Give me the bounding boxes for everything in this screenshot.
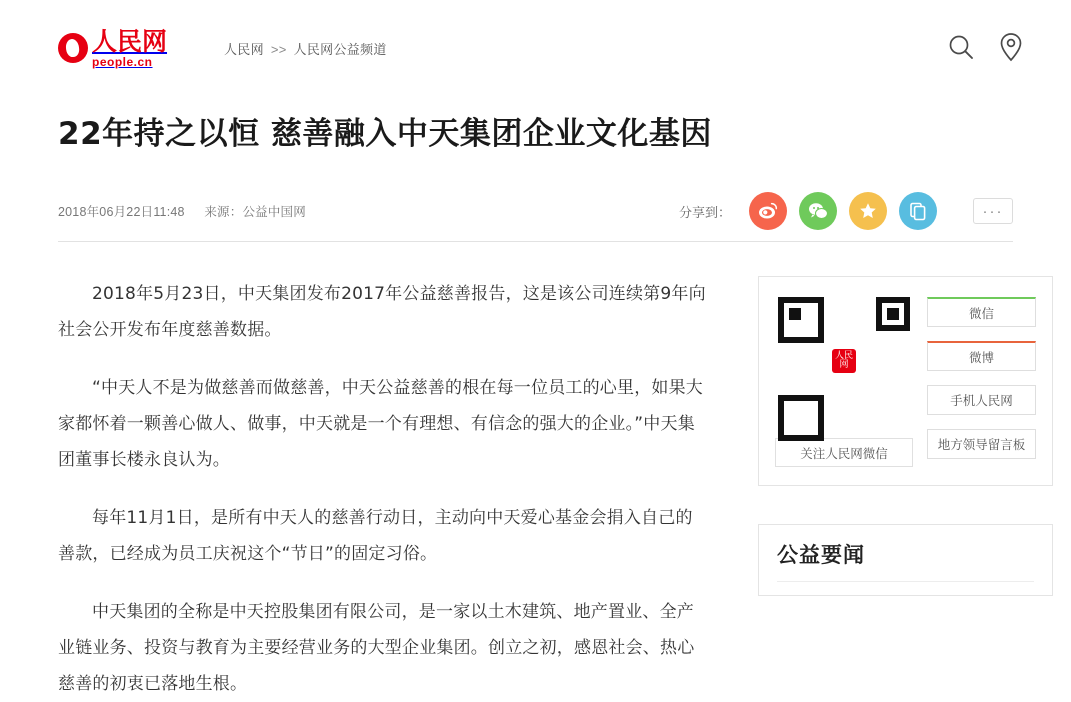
- site-header: [0, 0, 1071, 96]
- people-logo-mark-icon: [58, 33, 88, 63]
- article-body: [58, 276, 706, 702]
- sidebar: [758, 276, 1053, 702]
- people-cn-logo[interactable]: [58, 26, 182, 70]
- share-wechat-icon[interactable]: [799, 192, 837, 230]
- share-bar: [679, 180, 1013, 242]
- article-source: 来源：公益中国网: [204, 204, 306, 219]
- qr-eye-dot: [887, 308, 899, 320]
- article-meta-bar: [58, 180, 1013, 242]
- breadcrumb-item-channel[interactable]: 人民网公益频道: [293, 41, 387, 57]
- logo-text-en: people.cn: [92, 54, 153, 69]
- logo-text-cn: 人民网: [92, 26, 168, 56]
- qr-center-logo: [829, 346, 859, 376]
- logo-text: [92, 26, 168, 69]
- breadcrumb-item-home[interactable]: 人民网: [224, 41, 264, 57]
- sidebar-button-group: [927, 295, 1036, 467]
- breadcrumb: [224, 39, 387, 58]
- breadcrumb-separator: >>: [270, 41, 287, 57]
- qr-center-logo-text: 人民网: [832, 349, 856, 373]
- qr-card: [758, 276, 1053, 486]
- wechat-qr-code-image: [776, 295, 912, 426]
- article-paragraph: “中天人不是为做慈善而做慈善，中天公益慈善的根在每一位员工的心里，如果大家都怀着一颗善心做人、做事，中天就是一个有理想、有信念的强大的企业。”中天集团董事长楼永良认为。: [58, 378, 704, 471]
- share-weibo-icon[interactable]: [749, 192, 787, 230]
- share-qzone-icon[interactable]: [849, 192, 887, 230]
- article-paragraph: 2018年5月23日，中天集团发布2017年公益慈善报告，这是该公司连续第9年向社会公开发布年度慈善数据。: [58, 284, 706, 341]
- qr-eye-dot: [789, 406, 801, 418]
- qr-left: [775, 295, 913, 467]
- header-icons: [947, 32, 1025, 62]
- more-options-button[interactable]: ···: [973, 198, 1013, 224]
- article-paragraph: 每年11月1日，是所有中天人的慈善行动日，主动向中天爱心基金会捐入自己的善款，已经成为员工庆祝这个“节日”的固定习俗。: [58, 508, 693, 565]
- sidebar-button-mobile-people[interactable]: 手机人民网: [927, 385, 1036, 415]
- search-icon[interactable]: [947, 33, 975, 61]
- sidebar-button-wechat[interactable]: 微信: [927, 297, 1036, 327]
- page-title: 22年持之以恒 慈善融入中天集团企业文化基因: [58, 116, 712, 152]
- news-section-card: [758, 524, 1053, 596]
- meta-left: [58, 202, 306, 220]
- share-label: 分享到：: [678, 204, 731, 220]
- article-paragraph: 中天集团的全称是中天控股集团有限公司，是一家以土木建筑、地产置业、全产业链业务、投资与教育为主要经营业务的大型企业集团。创立之初，感恩社会、热心慈善的初衷已落地生根。: [58, 602, 695, 695]
- publish-date: 2018年06月22日11:48: [58, 204, 185, 219]
- news-section-title: 公益要闻: [777, 539, 1034, 582]
- qr-eye-dot: [789, 308, 801, 320]
- title-section: [0, 114, 1071, 154]
- qr-caption: 关注人民网微信: [775, 438, 913, 467]
- location-icon[interactable]: [997, 32, 1025, 62]
- share-copy-link-icon[interactable]: [899, 192, 937, 230]
- sidebar-button-weibo[interactable]: 微博: [927, 341, 1036, 371]
- sidebar-button-local-leader-board[interactable]: 地方领导留言板: [927, 429, 1036, 459]
- content-area: [0, 276, 1071, 702]
